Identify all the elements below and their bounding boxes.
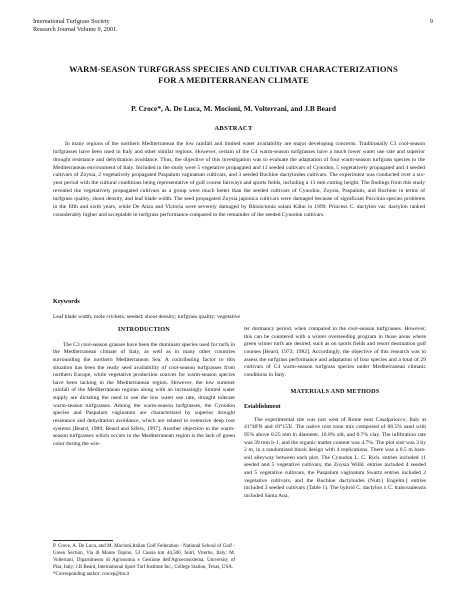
author-list: P. Croce*, A. De Luca, M. Mocioni, M. Volterrani, and J.B Beard <box>131 104 336 113</box>
keywords-heading: Keywords <box>53 298 80 305</box>
abstract-text: In many regions of the northern Mediterranean the low rainfall and limited water availability are major developing concerns. Traditionally C3 cool-season turfgrasses have been used in Italy and other similar regions. However, certain of the C4 warm-season turfgrasses have a much lower water use rate and superior drought resistance and dehydration avoidance. Thus, the objective of this investigation was to evaluate the adaptation of four warm-season turfgrass species to the Mediterranean environment of Italy. Included in the study were 5 vegetative propagated and 11 seeded cultivars of Cynodon, 5 vegetatively propagated and 4 seeded cultivars of Zoysia, 2 vegetatively propagated Paspalum vaginatum cultivars, and 3 seeded Buchloe dactyloides cultivars. The experiment was conducted over a six-year period with the cultural conditions being representative of golf course fairways and sports fields, including a 13 mm cutting height. The findings from this study revealed the vegetatively propagated cultivars as a group were much better than the seeded cultivars of Cynodon, Zoysia, Paspalum, and Buchloe in terms of turfgrass quality, shoot density, and leaf blade width. The seed propagated Zoysia japonica cultivars were damaged because of significant Puccinia species problems in the fifth and sixth years, while De Anza and Victoria were severely damaged by Rhizoctonia solani Kühn in 1999. Princess C. dactylon var. dactylon ranked considerably higher and acceptable in turfgrass performance compared to the remainder of the seeded Cynodon cultivars. <box>53 141 425 218</box>
corresponding-author: *Corresponding author: crocep@tin.it <box>53 571 130 577</box>
methods-heading: MATERIALS AND METHODS <box>290 388 380 396</box>
title-line-1: WARM-SEASON TURFGRASS SPECIES AND CULTIVAR CHARACTERIZATIONS <box>69 64 398 74</box>
methods-paragraph: The experimental site was just west of Rome near Casalpalocco, Italy at 41°40'N and 10°15'E. The native root zone mix composed of 88.5% sand with 95% above 0.25 mm in diameter, 10.8% silt, and 0.7% clay. The infiltration rate was 39 mm h-1, and the organic matter content was 4.7%. The plot size was 3 by 2 m, in a randomized block design with 4 replications. There was a 0.5 m bare-soil alleyway between each plot. The Cynodon L. C. Rich. entries included 11 seeded and 5 vegetative cultivars, the Zoysia Willd. entries included 4 seeded and 5 vegetative cultivars, the Paspalum vaginatum Swartz entries included 2 vegetative cultivars, and the Buchloe dactyloides (Nutt.) Engelm.] entries included 3 seeded cultivars (Table 1). The hybrid C. dactylon x C. transvaalensis included Santa Ana, <box>244 416 426 499</box>
abstract-heading: ABSTRACT <box>214 125 253 132</box>
paper-title <box>30 64 437 86</box>
keywords-text: Leaf blade width; mole crickets; seeded; shoot density; turfgrass quality; vegetative <box>53 314 241 320</box>
page-number: 9 <box>429 18 433 25</box>
introduction-paragraph: The C3 cool-season grasses have been the dominant species used for turfs in the Mediterranean climate of Italy, as well as in many other countries surrounding the northern Mediterranean Sea. A contributing factor to this situation has been the ready seed availability of cool-season turfgrasses from northern Europe, while vegetative production sources for warm-season species have been lacking in the Mediterranean region. However, the low summer rainfall of the Mediterranean regions along with an increasingly limited water supply are dictating the need to use the low water use rate, drought tolerant warm-season turfgrasses. Among the warm-season turfgrasses, the Cynodon species and Paspalum vaginatum are characterized by superior drought resistance and dehydration avoidance, which are related to extensive deep root systems [Beard, 1989; Beard and Sifers, 1997]. Another objection to the warm-season turfgrasses which occurs in the Mediterranean region is the lack of green color during the win- <box>53 341 235 447</box>
right-column <box>244 326 426 501</box>
footnote-divider <box>53 540 113 541</box>
society-name: International Turfgrass Society <box>33 18 110 25</box>
author-affiliations: P. Croce, A. De Luca, and M. Mocioni,Italian Golf Federation - National School of Golf - Green Section, Via di Monte Topino, 53 Cassia km 44,500, Sutri, Viterbo, Italy; M. Volterrani, Dipartimento di Agronomia e Gestione dell'Agroecosistema, University of Pisa, Italy; J.B Beard, International Sport Turf Institute Inc., College Station, Texas, USA. <box>53 544 235 570</box>
footnote <box>53 544 235 579</box>
title-line-2: FOR A MEDITERRANEAN CLIMATE <box>158 75 309 85</box>
running-header <box>33 18 118 34</box>
establishment-subheading: Establishment <box>244 404 281 410</box>
left-column <box>53 326 235 448</box>
introduction-heading: INTRODUCTION <box>118 326 170 333</box>
journal-volume: Research Journal Volume 9, 2001. <box>33 26 118 33</box>
introduction-paragraph-continued: ter dormancy period, when compared to the cool-season turfgrasses. However, this can be countered with a winter overseeding program in those areas where green winter turfs are desired, such as on sports fields and resort destination golf courses [Beard, 1973; 1982]. Accordingly, the objective of this research was to assess the turfgrass performance and adaptation of four species and a total of 29 cultivars of C4 warm-season turfgrass species under Mediterranean climatic conditions in Italy. <box>244 326 426 378</box>
